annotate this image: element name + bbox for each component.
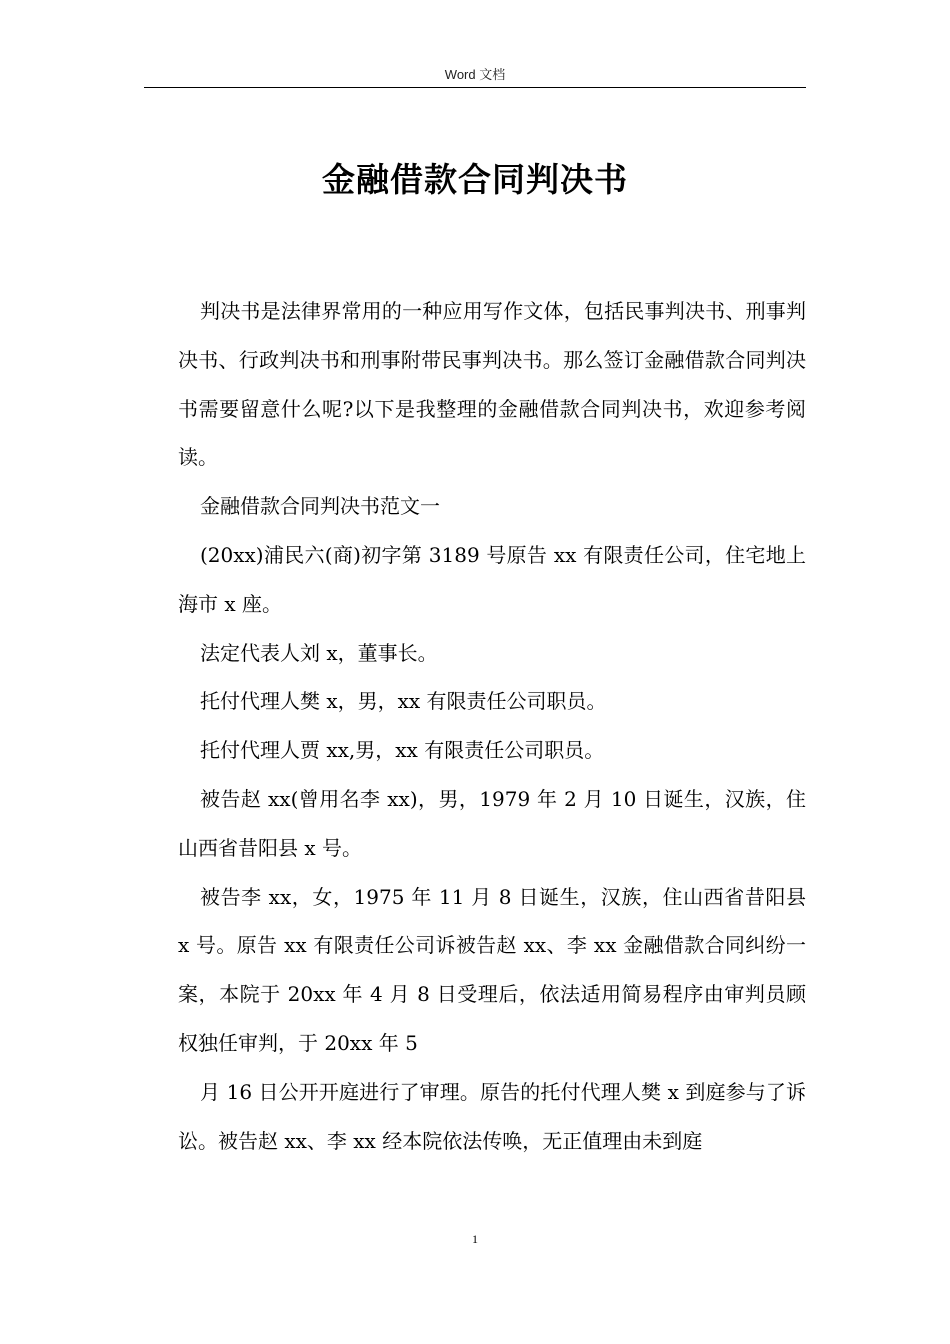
paragraph-legal-representative: 法定代表人刘 x，董事长。 [200, 640, 438, 665]
paragraph-intro: 判决书是法律界常用的一种应用写作文体，包括民事判决书、刑事判决书、行政判决书和刑事附带民事判决书。那么签订金融借款合同判决书需要留意什么呢?以下是我整理的金融借款合同判决书，欢迎参考阅读。 [178, 299, 806, 470]
document-title: 金融借款合同判决书 [322, 160, 628, 199]
page-number: 1 [472, 1232, 478, 1246]
paragraph-agent-1: 托付代理人樊 x，男，xx 有限责任公司职员。 [200, 689, 607, 714]
paragraph-defendant-2: 被告李 xx，女，1975 年 11 月 8 日诞生，汉族，住山西省昔阳县 x 号。原告 xx 有限责任公司诉被告赵 xx、李 xx 金融借款合同纠纷一案，本院于 20xx 年 4 月 8 日受理后，依法适用简易程序由审判员顾权独任审判，于 20xx 年 5 [178, 884, 806, 1055]
paragraph-defendant-1: 被告赵 xx(曾用名李 xx)，男，1979 年 2 月 10 日诞生，汉族，住山西省昔阳县 x 号。 [178, 786, 806, 860]
paragraph-sample-heading: 金融借款合同判决书范文一 [200, 494, 440, 519]
document-body [178, 287, 806, 1165]
header-divider [144, 87, 806, 88]
page-header: Word 文档 [444, 67, 506, 82]
paragraph-agent-2: 托付代理人贾 xx,男，xx 有限责任公司职员。 [200, 738, 605, 763]
paragraph-case-number: (20xx)浦民六(商)初字第 3189 号原告 xx 有限责任公司，住宅地上海市 x 座。 [178, 542, 806, 616]
paragraph-trial: 月 16 日公开开庭进行了审理。原告的托付代理人樊 x 到庭参与了诉讼。被告赵 xx、李 xx 经本院依法传唤，无正值理由未到庭 [178, 1079, 806, 1153]
